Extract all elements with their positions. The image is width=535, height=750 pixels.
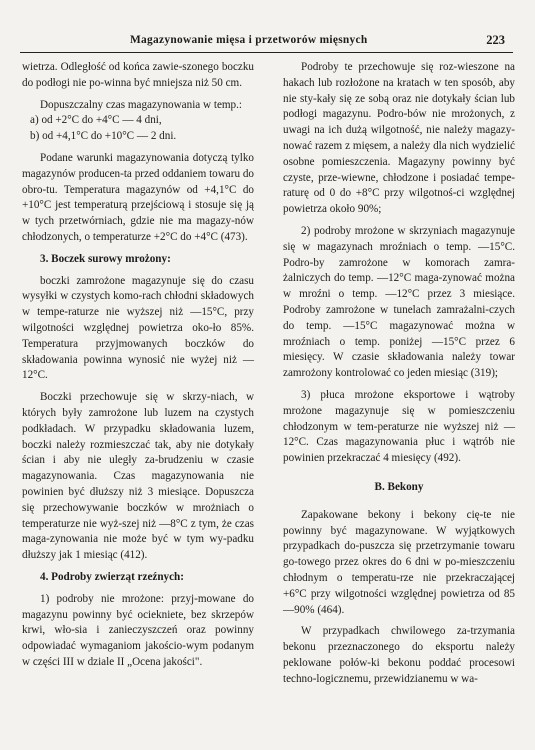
paragraph: W przypadkach chwilowego za-trzymania bekonu przeznaczonego do eksportu należy peklowane połów-ki bekonu poddać procesowi techno-logicznemu, przewidzianemu w wa- xyxy=(283,625,515,685)
running-header xyxy=(20,28,513,53)
section-heading: 4. Podroby zwierząt rzeźnych: xyxy=(40,570,184,583)
section-heading: 3. Boczek surowy mrożony: xyxy=(40,252,171,265)
left-column xyxy=(22,60,254,671)
paragraph: Podane warunki magazynowania dotyczą tylko magazynów producen-ta przed oddaniem towaru do obro-tu. Temperatura magazynów od +4,1°C do +10°C jest temperaturą przejściową i stosuje się ją w tych przetwórniach, gdzie nie ma magazy-nów chłodzonych, o temperaturze +2°C do +4°C (473). xyxy=(22,151,254,243)
section-heading: B. Bekony xyxy=(374,480,424,493)
list-item: a) od +2°C do +4°C — 4 dni, xyxy=(30,114,162,127)
page-number: 223 xyxy=(486,33,505,47)
list-item: b) od +4,1°C do +10°C — 2 dni. xyxy=(30,130,177,143)
paragraph: Podroby te przechowuje się roz-wieszone na hakach lub rozłożone na kratach w ten sposób, aby nie sty-kały się ze sobą oraz nie dotykały ścian lub podłogi magazynu. Podro-bów nie mrożonych, z uwagi na ich dużą wilgotność, nie należy magazy-nować razem z mięsem, a należy dla nich wydzielić osobne pomieszczenia. Magazyny powinny być czyste, prze-wiewne, chłodzone i posiadać tempe-raturę od 0 do +8°C przy wilgotnoś-ci względnej powietrza około 90%; xyxy=(283,61,515,216)
running-title: Magazynowanie mięsa i przetworów mięsnych xyxy=(130,34,368,46)
paragraph: wietrza. Odległość od końca zawie-szonego boczku do podłogi nie po-winna być mniejsza niż 50 cm. xyxy=(22,61,254,89)
paragraph: 1) podroby nie mrożone: przyj-mowane do magazynu powinny być ociekniete, bez skrzepów krwi, wło-sia i zanieczyszczeń oraz powinny odpowiadać wymaganiom jakościo-wym podanym w części III w dziale II „Ocena jakości". xyxy=(22,592,254,668)
right-column xyxy=(283,60,515,687)
paragraph: 2) podroby mrożone w skrzyniach magazynuje się w magazynach mroźniach o temp. —15°C. Podro-by zamrożone w komorach zamra-żalniczych do temp. —12°C maga-zynować można w mroźni o temp. —12°C przez 3 miesiące. Podroby zamrożone w tunelach zamrażalni-czych do temp. —15°C magazynować można w mroźniach o temp. poniżej —15°C przez 6 miesięcy. W czasie składowania należy towar zamrożony kontrolować co jeden miesiąc (319); xyxy=(283,224,515,380)
paragraph: Boczki przechowuje się w skrzy-niach, w których były zamrożone lub luzem na czystych podkładach. W przypadku składowania luzem, boczki należy rozmieszczać tak, aby nie dotykały ścian i aby nie uległy za-brudzeniu w czasie magazynowania. Czas magazynowania nie powinien być dłuższy niż 3 miesiące. Dopuszcza się przechowywanie boczków w mrożniach o temperaturze nie wyż-szej niż —8°C z tym, że czas maga-zynowania nie może być w tym wy-padku dłuższy jak 1 miesiąc (412). xyxy=(22,391,254,562)
paragraph: Zapakowane bekony i bekony cię-te nie powinny być magazynowane. W wyjątkowych przypadkach do-puszcza się przetrzymanie towaru go-towego przez okres do 6 dni w po-mieszczeniu chłodnym o temperatu-rze nie przekraczającej +6°C przy wilgotności względnej powietrza od 85—90% (464). xyxy=(283,508,515,616)
paragraph: boczki zamrożone magazynuje się do czasu wysyłki w czystych komo-rach chłodni składowych w tempe-raturze nie wyższej niż —15°C, przy wilgotności względnej powietrza oko-ło 85%. Temperatura przyjmowanych boczków do składowania powinna wynosić nie wyżej niż —12°C. xyxy=(22,274,254,382)
paragraph: 3) płuca mrożone eksportowe i wątroby mrożone magazynuje się w pomieszczeniu chłodzonym w tem-peraturze nie wyższej niż —12°C. Czas magazynowania płuc i wątrób nie powinien przekraczać 4 miesięcy (492). xyxy=(283,388,515,465)
paragraph: Dopuszczalny czas magazynowania w temp.: xyxy=(40,98,243,111)
